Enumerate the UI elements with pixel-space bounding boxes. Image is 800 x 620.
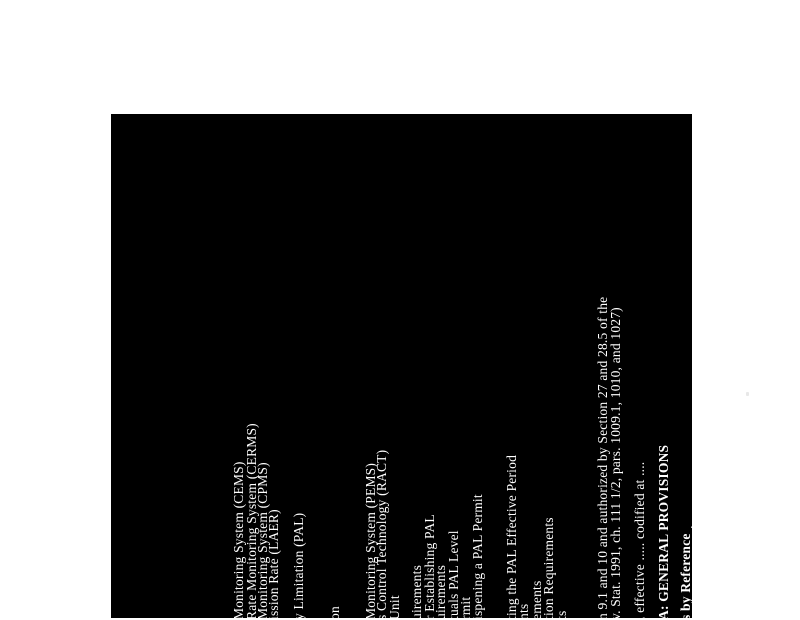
- toc-entry: uirements: [409, 564, 424, 620]
- toc-entry: nts: [516, 603, 531, 620]
- toc-entry: tion Requirements: [541, 517, 556, 620]
- toc-entry: Monitoring System (CPMS): [255, 462, 270, 620]
- body-text-line: , effective ..... codified at ....: [632, 461, 647, 620]
- toc-entry: rmit: [458, 596, 473, 620]
- toc-entry: on: [327, 606, 342, 620]
- toc-entry: Monitoring System (CEMS): [231, 461, 246, 620]
- toc-entry: ts: [554, 610, 569, 620]
- toc-entry: uirements: [433, 564, 448, 620]
- page-number: 4: [688, 525, 703, 532]
- body-text-line: n 9.1 and 10 and authorized by Section 27 and 28.5 of the: [595, 296, 610, 620]
- toc-entry: ispening a PAL Permit: [470, 494, 485, 620]
- toc-entry: ission Rate (LAER): [266, 509, 281, 620]
- toc-entry: ting the PAL Effective Period: [504, 454, 519, 620]
- body-text-line: ted by reference. These incorporations do not include any: [704, 298, 719, 620]
- toc-entry: ements: [529, 580, 544, 620]
- scanned-document-page: [111, 114, 719, 620]
- toc-entry: r Establishing PAL: [422, 514, 437, 620]
- subsection-heading: s by Reference: [678, 533, 693, 620]
- toc-entry: y Limitation (PAL): [291, 512, 306, 620]
- toc-entry: Unit: [387, 595, 402, 620]
- toc-entry: Rate Monitoring System (CERMS): [244, 423, 259, 620]
- toc-entry: s Control Technology (RACT): [374, 449, 389, 620]
- scan-artifact: [746, 392, 749, 396]
- body-text-line: v. Stat. 1991, ch. 111 1/2, pars. 1009.1, 1010, and 1027): [608, 307, 623, 620]
- toc-entry: Monitoring System (PEMS): [363, 462, 378, 620]
- section-heading: A: GENERAL PROVISIONS: [656, 444, 671, 620]
- toc-entry: tuals PAL Level: [446, 530, 461, 620]
